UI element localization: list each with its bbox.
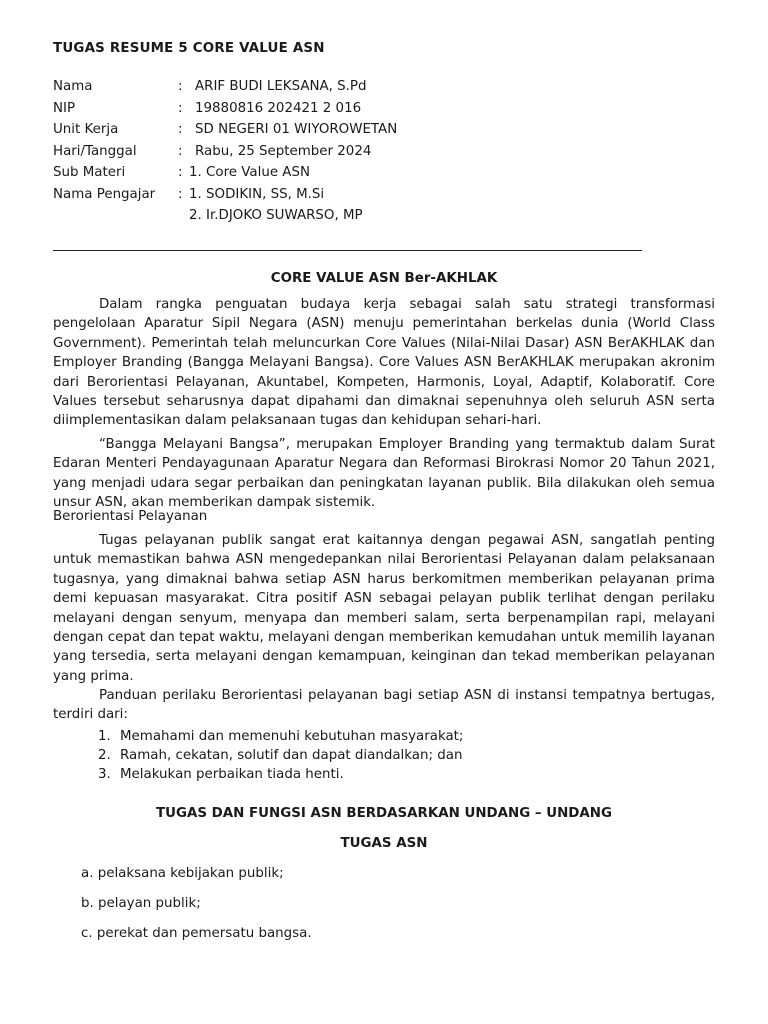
meta-value: SD NEGERI 01 WIYOROWETAN bbox=[195, 122, 398, 137]
paragraph-employer-branding bbox=[53, 435, 715, 513]
list-item-number: 1. bbox=[98, 729, 111, 744]
list-item-text: Memahami dan memenuhi kebutuhan masyarakat; bbox=[120, 729, 464, 744]
section-heading-tugas-fungsi: TUGAS DAN FUNGSI ASN BERDASARKAN UNDANG – UNDANG bbox=[155, 806, 612, 821]
section-subheading-tugas-asn: TUGAS ASN bbox=[340, 836, 428, 851]
meta-label: Hari/Tanggal bbox=[53, 143, 137, 159]
horizontal-divider bbox=[53, 250, 642, 251]
list-item-text: Melakukan perbaikan tiada henti. bbox=[120, 767, 344, 782]
paragraph-text: “Bangga Melayani Bangsa”, merupakan Employer Branding yang termaktub dalam Surat Edaran Menteri Pendayagunaan Aparatur Negara dan Reformasi Birokrasi Nomor 20 Tahun 2021, yang menjadi udara segar perbaikan dan peningkatan layanan publik. Bila dilakukan oleh semua unsur ASN, akan memberikan dampak sistemik. bbox=[53, 437, 715, 511]
meta-colon: : bbox=[178, 100, 183, 116]
document-title: TUGAS RESUME 5 CORE VALUE ASN bbox=[53, 41, 325, 56]
meta-colon: : bbox=[178, 79, 183, 94]
section-heading-core-value: CORE VALUE ASN Ber-AKHLAK bbox=[270, 271, 498, 286]
meta-label: Unit Kerja bbox=[53, 122, 119, 137]
list-item-number: 2. bbox=[98, 748, 111, 763]
meta-colon: : bbox=[178, 186, 183, 202]
paragraph-panduan bbox=[53, 686, 715, 725]
paragraph-text: Panduan perilaku Berorientasi pelayanan bagi setiap ASN di instansi tempatnya bertugas, terdiri dari: bbox=[53, 688, 715, 723]
meta-label: Sub Materi bbox=[53, 165, 126, 180]
meta-colon: : bbox=[178, 122, 183, 137]
meta-value: Rabu, 25 September 2024 bbox=[195, 143, 372, 159]
meta-value: 2. Ir.DJOKO SUWARSO, MP bbox=[189, 208, 363, 223]
meta-value: 1. Core Value ASN bbox=[189, 165, 310, 180]
list-item: a. pelaksana kebijakan publik; bbox=[81, 866, 284, 881]
list-item: c. perekat dan pemersatu bangsa. bbox=[81, 926, 312, 941]
list-item-number: 3. bbox=[98, 767, 111, 782]
meta-value: 19880816 202421 2 016 bbox=[195, 100, 362, 116]
meta-label: Nama bbox=[53, 79, 93, 94]
meta-colon: : bbox=[178, 165, 183, 180]
list-item: b. pelayan publik; bbox=[81, 896, 201, 911]
list-item-text: Ramah, cekatan, solutif dan dapat diandalkan; dan bbox=[120, 748, 463, 763]
meta-label: NIP bbox=[53, 100, 76, 116]
subheading-berorientasi-pelayanan: Berorientasi Pelayanan bbox=[53, 509, 208, 524]
meta-value: ARIF BUDI LEKSANA, S.Pd bbox=[195, 79, 367, 94]
meta-label: Nama Pengajar bbox=[53, 186, 156, 202]
paragraph-text: Tugas pelayanan publik sangat erat kaitannya dengan pegawai ASN, sangatlah penting untuk memastikan bahwa ASN mengedepankan nilai Berorientasi Pelayanan dalam pelaksanaan tugasnya, yang dimaknai bahwa setiap ASN harus berkomitmen memberikan pelayanan prima demi kepuasan masyarakat. Citra positif ASN sebagai pelayan publik terlihat dengan perilaku melayani dengan senyum, menyapa dan memberi salam, serta berpenampilan rapi, melayani dengan cepat dan tepat waktu, melayani dengan memberikan kemudahan untuk memilih layanan yang tersedia, serta melayani dengan kemampuan, keinginan dan tekad memberikan pelayanan yang prima. bbox=[53, 533, 715, 684]
meta-value: 1. SODIKIN, SS, M.Si bbox=[189, 186, 325, 202]
paragraph-pelayanan bbox=[53, 531, 715, 686]
meta-colon: : bbox=[178, 143, 183, 159]
paragraph-text: Dalam rangka penguatan budaya kerja sebagai salah satu strategi transformasi pengelolaan Aparatur Sipil Negara (ASN) menuju pemerintahan berkelas dunia (World Class Government). Pemerintah telah meluncurkan Core Values (Nilai-Nilai Dasar) ASN BerAKHLAK dan Employer Branding (Bangga Melayani Bangsa). Core Values ASN BerAKHLAK merupakan akronim dari Berorientasi Pelayanan, Akuntabel, Kompeten, Harmonis, Loyal, Adaptif, Kolaboratif. Core Values tersebut seharusnya dapat dipahami dan dimaknai sepenuhnya oleh seluruh ASN serta diimplementasikan dalam pelaksanaan tugas dan kehidupan sehari-hari. bbox=[53, 297, 715, 429]
paragraph-intro bbox=[53, 295, 715, 431]
